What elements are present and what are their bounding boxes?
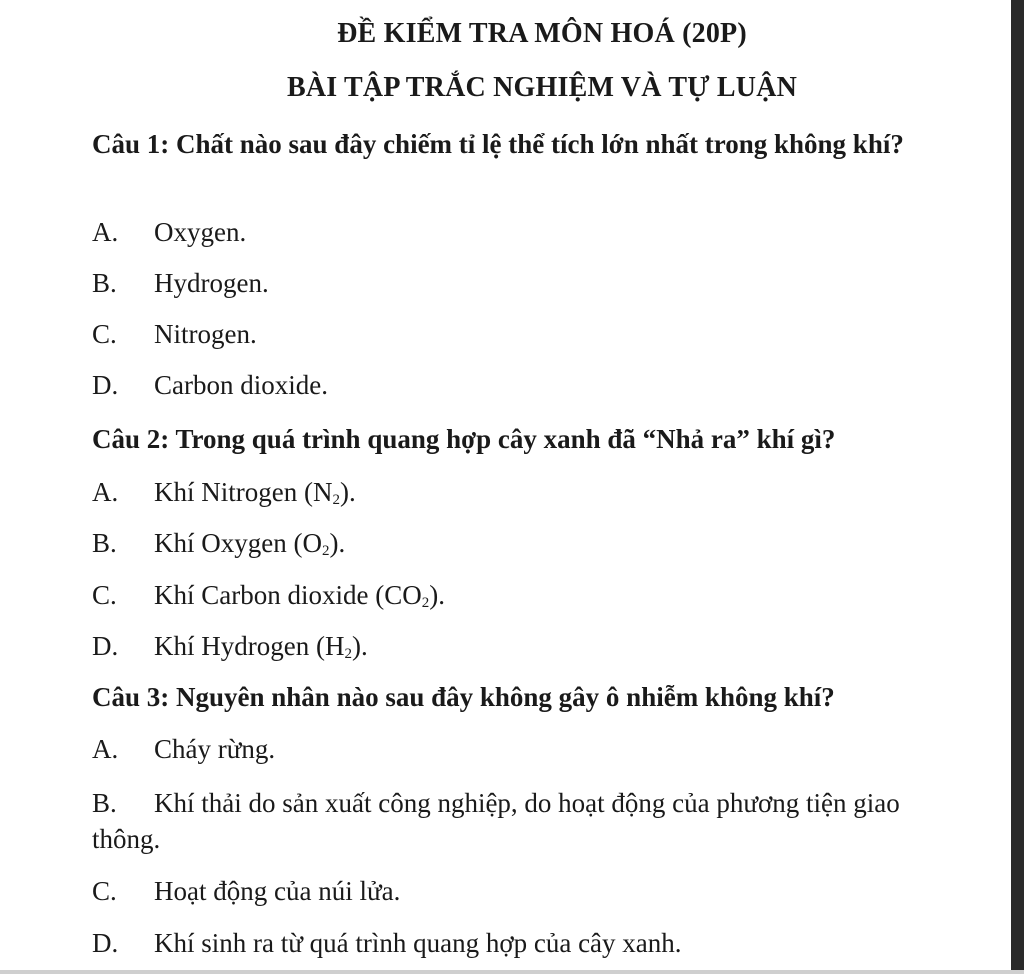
option-letter: A. <box>92 217 119 247</box>
option-text: Khí Oxygen (O <box>154 528 322 558</box>
option-letter: B. <box>92 788 117 818</box>
subscript: 2 <box>321 543 330 559</box>
option-text: Nitrogen. <box>154 319 257 349</box>
option-text: Hydrogen. <box>154 268 269 298</box>
question-1-option-b <box>92 265 972 301</box>
subscript: 2 <box>421 595 430 611</box>
option-text: Carbon dioxide. <box>154 370 328 400</box>
question-3-option-b <box>92 785 972 857</box>
subscript: 2 <box>344 646 352 662</box>
option-letter: C. <box>92 580 117 610</box>
option-letter: A. <box>92 734 119 764</box>
question-1-prompt: Câu 1: Chất nào sau đây chiếm tỉ lệ thể tích lớn nhất trong không khí? <box>92 129 904 159</box>
question-2-option-a <box>92 474 972 510</box>
option-text: Hoạt động của núi lửa. <box>154 876 401 906</box>
page-edge-bottom <box>0 970 1024 974</box>
question-3-prompt: Câu 3: Nguyên nhân nào sau đây không gây ô nhiễm không khí? <box>92 682 835 712</box>
question-2-option-b <box>92 525 972 561</box>
option-text: Khí Carbon dioxide (CO <box>154 580 422 610</box>
question-1-option-a <box>92 214 972 250</box>
option-letter: C. <box>92 319 117 349</box>
question-2-option-d <box>92 628 972 664</box>
option-text-tail: ). <box>329 528 346 558</box>
option-letter: B. <box>92 268 117 298</box>
option-text: Khí thải do sản xuất công nghiệp, do hoạt động của phương tiện giao thông. <box>92 788 900 854</box>
option-text: Khí Nitrogen (N <box>154 477 333 507</box>
option-text: Khí Hydrogen (H <box>154 631 345 661</box>
option-text: Khí sinh ra từ quá trình quang hợp của cây xanh. <box>154 928 682 958</box>
document-subtitle: BÀI TẬP TRẮC NGHIỆM VÀ TỰ LUẬN <box>286 72 798 103</box>
option-letter: D. <box>92 370 119 400</box>
option-text: Cháy rừng. <box>154 734 276 764</box>
page-edge-right <box>1011 0 1024 974</box>
option-text: Oxygen. <box>154 217 247 247</box>
question-2-option-c <box>92 577 972 613</box>
subscript: 2 <box>332 492 340 508</box>
question-2-prompt: Câu 2: Trong quá trình quang hợp cây xanh đã “Nhả ra” khí gì? <box>92 424 836 454</box>
option-letter: C. <box>92 876 117 906</box>
question-3-option-c <box>92 873 972 909</box>
document-title: ĐỀ KIỂM TRA MÔN HOÁ (20P) <box>337 18 747 49</box>
question-1-option-c <box>92 316 972 352</box>
question-3-option-d <box>92 925 972 961</box>
option-letter: B. <box>92 528 117 558</box>
question-3-option-a <box>92 731 972 767</box>
option-text-tail: ). <box>429 580 445 610</box>
question-1-option-d <box>92 367 972 403</box>
option-letter: A. <box>92 477 119 507</box>
option-letter: D. <box>92 928 119 958</box>
option-text-tail: ). <box>351 631 368 661</box>
option-text-tail: ). <box>339 477 356 507</box>
option-letter: D. <box>92 631 119 661</box>
